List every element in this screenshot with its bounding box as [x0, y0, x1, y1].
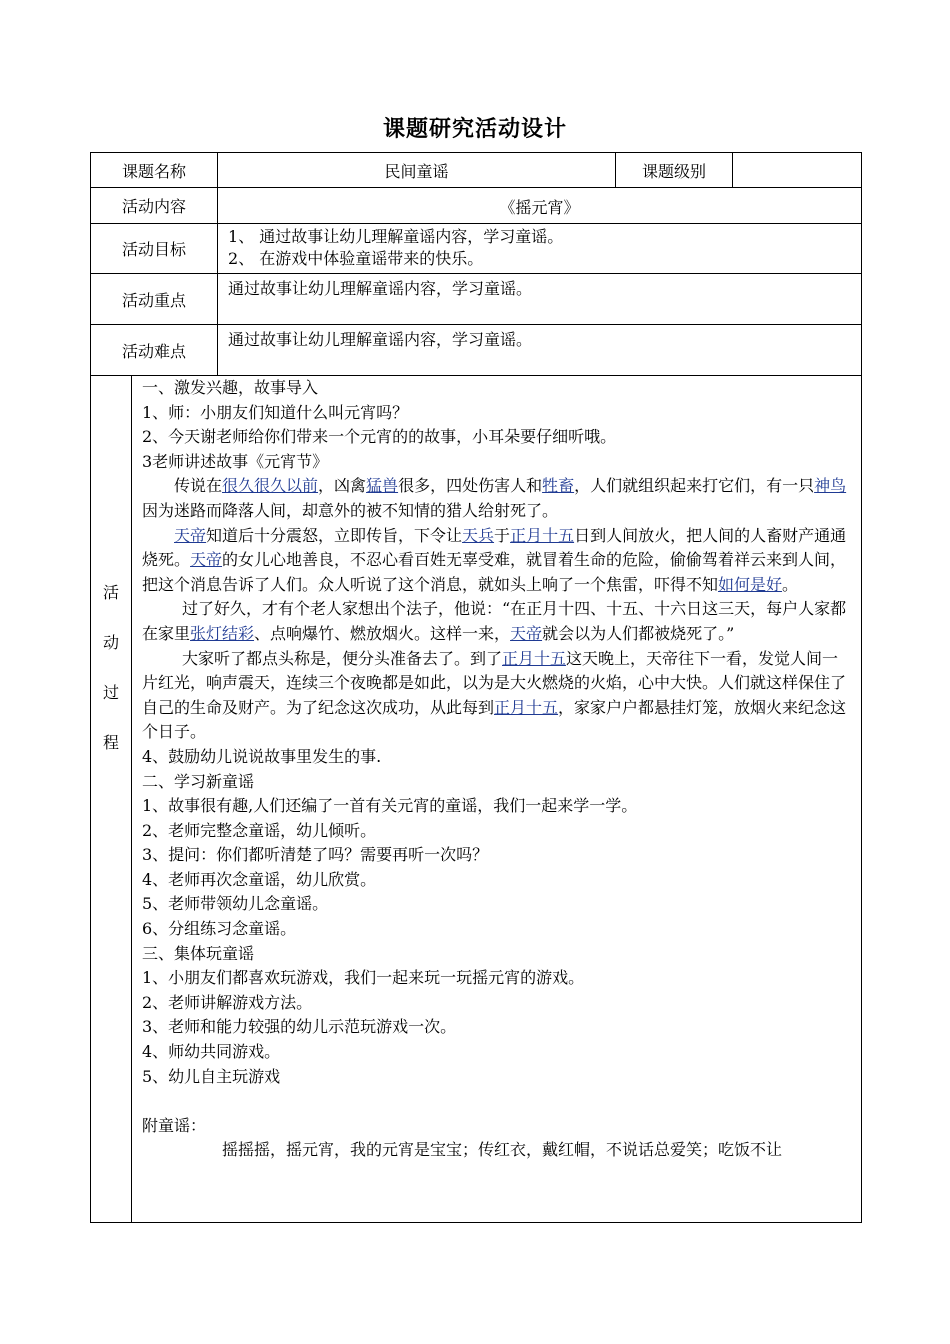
- story-link[interactable]: 神鸟: [814, 476, 847, 496]
- story-text: 的女儿心地善良，不忍心看百姓无辜受难，就冒着生命的危险，偷偷驾着祥云来到人间，把这个消息告诉了人们。众人听说了这个消息，就如头上响了一个焦雷，吓得不知: [142, 550, 847, 594]
- value-content: 《摇元宵》: [218, 188, 862, 224]
- step-line: 5、幼儿自主玩游戏: [142, 1066, 281, 1086]
- step-line: 4、师幼共同游戏。: [142, 1042, 281, 1062]
- goal-line-2: 2、 在游戏中体验童谣带来的快乐。: [228, 249, 484, 268]
- appendix-rhyme: 摇摇摇，摇元宵，我的元宵是宝宝；传红衣，戴红帽，不说话总爱笑；吃饭不让: [222, 1140, 783, 1160]
- story-text: 传说在: [174, 476, 223, 496]
- story-paragraph: [142, 597, 853, 646]
- story-link[interactable]: 张灯结彩: [190, 623, 255, 643]
- story-link[interactable]: 如何是好: [718, 574, 783, 594]
- row-process: [91, 376, 862, 1223]
- story-text: 。: [782, 574, 799, 594]
- story-paragraph: [142, 474, 853, 523]
- story-link[interactable]: 天兵: [462, 525, 495, 545]
- section-heading: 三、集体玩童谣: [142, 943, 255, 963]
- label-difficulty: 活动难点: [91, 325, 218, 376]
- story-text: ，人们就组织起来打它们，有一只: [574, 476, 815, 496]
- value-topic-level: [733, 153, 862, 188]
- story-text: 这天晚上，天帝往下一看，发觉人间一片红光，响声震天，连续三个夜晚都是如此，以为是大火燃烧的火焰，心中大快。人们就这样保住了自己的生命及财产。为了纪念这次成功，从此每到: [142, 648, 847, 717]
- intro-line: 2、今天谢老师给你们带来一个元宵的的故事，小耳朵要仔细听哦。: [142, 427, 617, 447]
- story-text: 于: [494, 525, 511, 545]
- story-text: 就会以为人们都被烧死了。”: [542, 623, 735, 643]
- step-line: 2、老师讲解游戏方法。: [142, 992, 313, 1012]
- story-text: ，凶禽: [318, 476, 367, 496]
- step-line: 4、鼓励幼儿说说故事里发生的事.: [142, 746, 382, 766]
- value-topic-name: 民间童谣: [218, 153, 616, 188]
- blank-line: [142, 1089, 853, 1114]
- story-link[interactable]: 很久很久以前: [222, 476, 319, 496]
- step-line: 5、老师带领幼儿念童谣。: [142, 894, 329, 914]
- step-line: 3、老师和能力较强的幼儿示范玩游戏一次。: [142, 1017, 457, 1037]
- step-line: 3、提问：你们都听清楚了吗？需要再听一次吗？: [142, 845, 489, 865]
- label-focus: 活动重点: [91, 274, 218, 325]
- step-line: 6、分组练习念童谣。: [142, 919, 297, 939]
- row-content: [91, 188, 862, 224]
- story-text: 、点响爆竹、燃放烟火。这样一来，: [254, 623, 511, 643]
- story-text: 日到人间放火，把人间的人畜财产通通烧死。: [142, 525, 847, 570]
- label-process-char-1: 活: [102, 583, 119, 602]
- story-text: 很多，四处伤害人和: [398, 476, 543, 496]
- row-goal: [91, 224, 862, 274]
- label-topic-name: 课题名称: [91, 153, 218, 188]
- appendix-label: 附童谣：: [142, 1115, 207, 1135]
- step-line: 4、老师再次念童谣，幼儿欣赏。: [142, 869, 377, 889]
- story-text: 知道后十分震怒，立即传旨，下令让: [206, 525, 463, 545]
- intro-line: 一、激发兴趣，故事导入: [142, 378, 319, 397]
- story-link[interactable]: 猛兽: [366, 476, 399, 496]
- story-paragraph: [142, 524, 853, 598]
- label-process-char-4: 程: [102, 733, 119, 752]
- row-focus: [91, 274, 862, 325]
- story-link[interactable]: 天帝: [174, 525, 207, 545]
- intro-line: 3老师讲述故事《元宵节》: [142, 451, 329, 471]
- label-topic-level: 课题级别: [616, 153, 733, 188]
- story-text: 大家听了都点头称是，便分头准备去了。到了: [182, 648, 503, 668]
- label-process-char-2: 动: [102, 633, 119, 652]
- row-difficulty: [91, 325, 862, 376]
- intro-line: 1、师：小朋友们知道什么叫元宵吗？: [142, 402, 409, 422]
- step-line: 1、故事很有趣,人们还编了一首有关元宵的童谣，我们一起来学一学。: [142, 796, 638, 816]
- page-title: 课题研究活动设计: [382, 117, 567, 142]
- story-text: 过了好久，才有个老人家想出个法子，他说：“在正月十四、十五、十六日这三天，每户人家都在家里: [142, 599, 847, 643]
- step-line: 1、小朋友们都喜欢玩游戏，我们一起来玩一玩摇元宵的游戏。: [142, 968, 585, 988]
- story-link[interactable]: 牲畜: [542, 476, 575, 496]
- story-link[interactable]: 正月十五: [510, 525, 575, 545]
- step-line: 2、老师完整念童谣，幼儿倾听。: [142, 820, 377, 840]
- label-goal: 活动目标: [91, 224, 218, 274]
- story-link[interactable]: 天帝: [190, 550, 223, 570]
- value-difficulty: 通过故事让幼儿理解童谣内容，学习童谣。: [218, 325, 862, 376]
- story-link[interactable]: 正月十五: [502, 648, 567, 668]
- label-content: 活动内容: [91, 188, 218, 224]
- row-topic-name: [91, 153, 862, 188]
- process-content: [132, 376, 862, 1223]
- story-paragraph: [142, 647, 853, 745]
- goal-line-1: 1、 通过故事让幼儿理解童谣内容，学习童谣。: [228, 227, 564, 246]
- story-link[interactable]: 正月十五: [494, 697, 559, 717]
- label-process: [91, 376, 132, 1223]
- story-link[interactable]: 天帝: [510, 623, 543, 643]
- story-text: ，家家户户都悬挂灯笼，放烟火来纪念这个日子。: [142, 697, 847, 742]
- label-process-char-3: 过: [102, 683, 119, 702]
- value-focus: 通过故事让幼儿理解童谣内容，学习童谣。: [218, 274, 862, 325]
- activity-design-table: [90, 152, 862, 1223]
- section-heading: 二、学习新童谣: [142, 771, 255, 791]
- value-goals: [218, 224, 862, 274]
- story-text: 因为迷路而降落人间，却意外的被不知情的猎人给射死了。: [142, 500, 559, 520]
